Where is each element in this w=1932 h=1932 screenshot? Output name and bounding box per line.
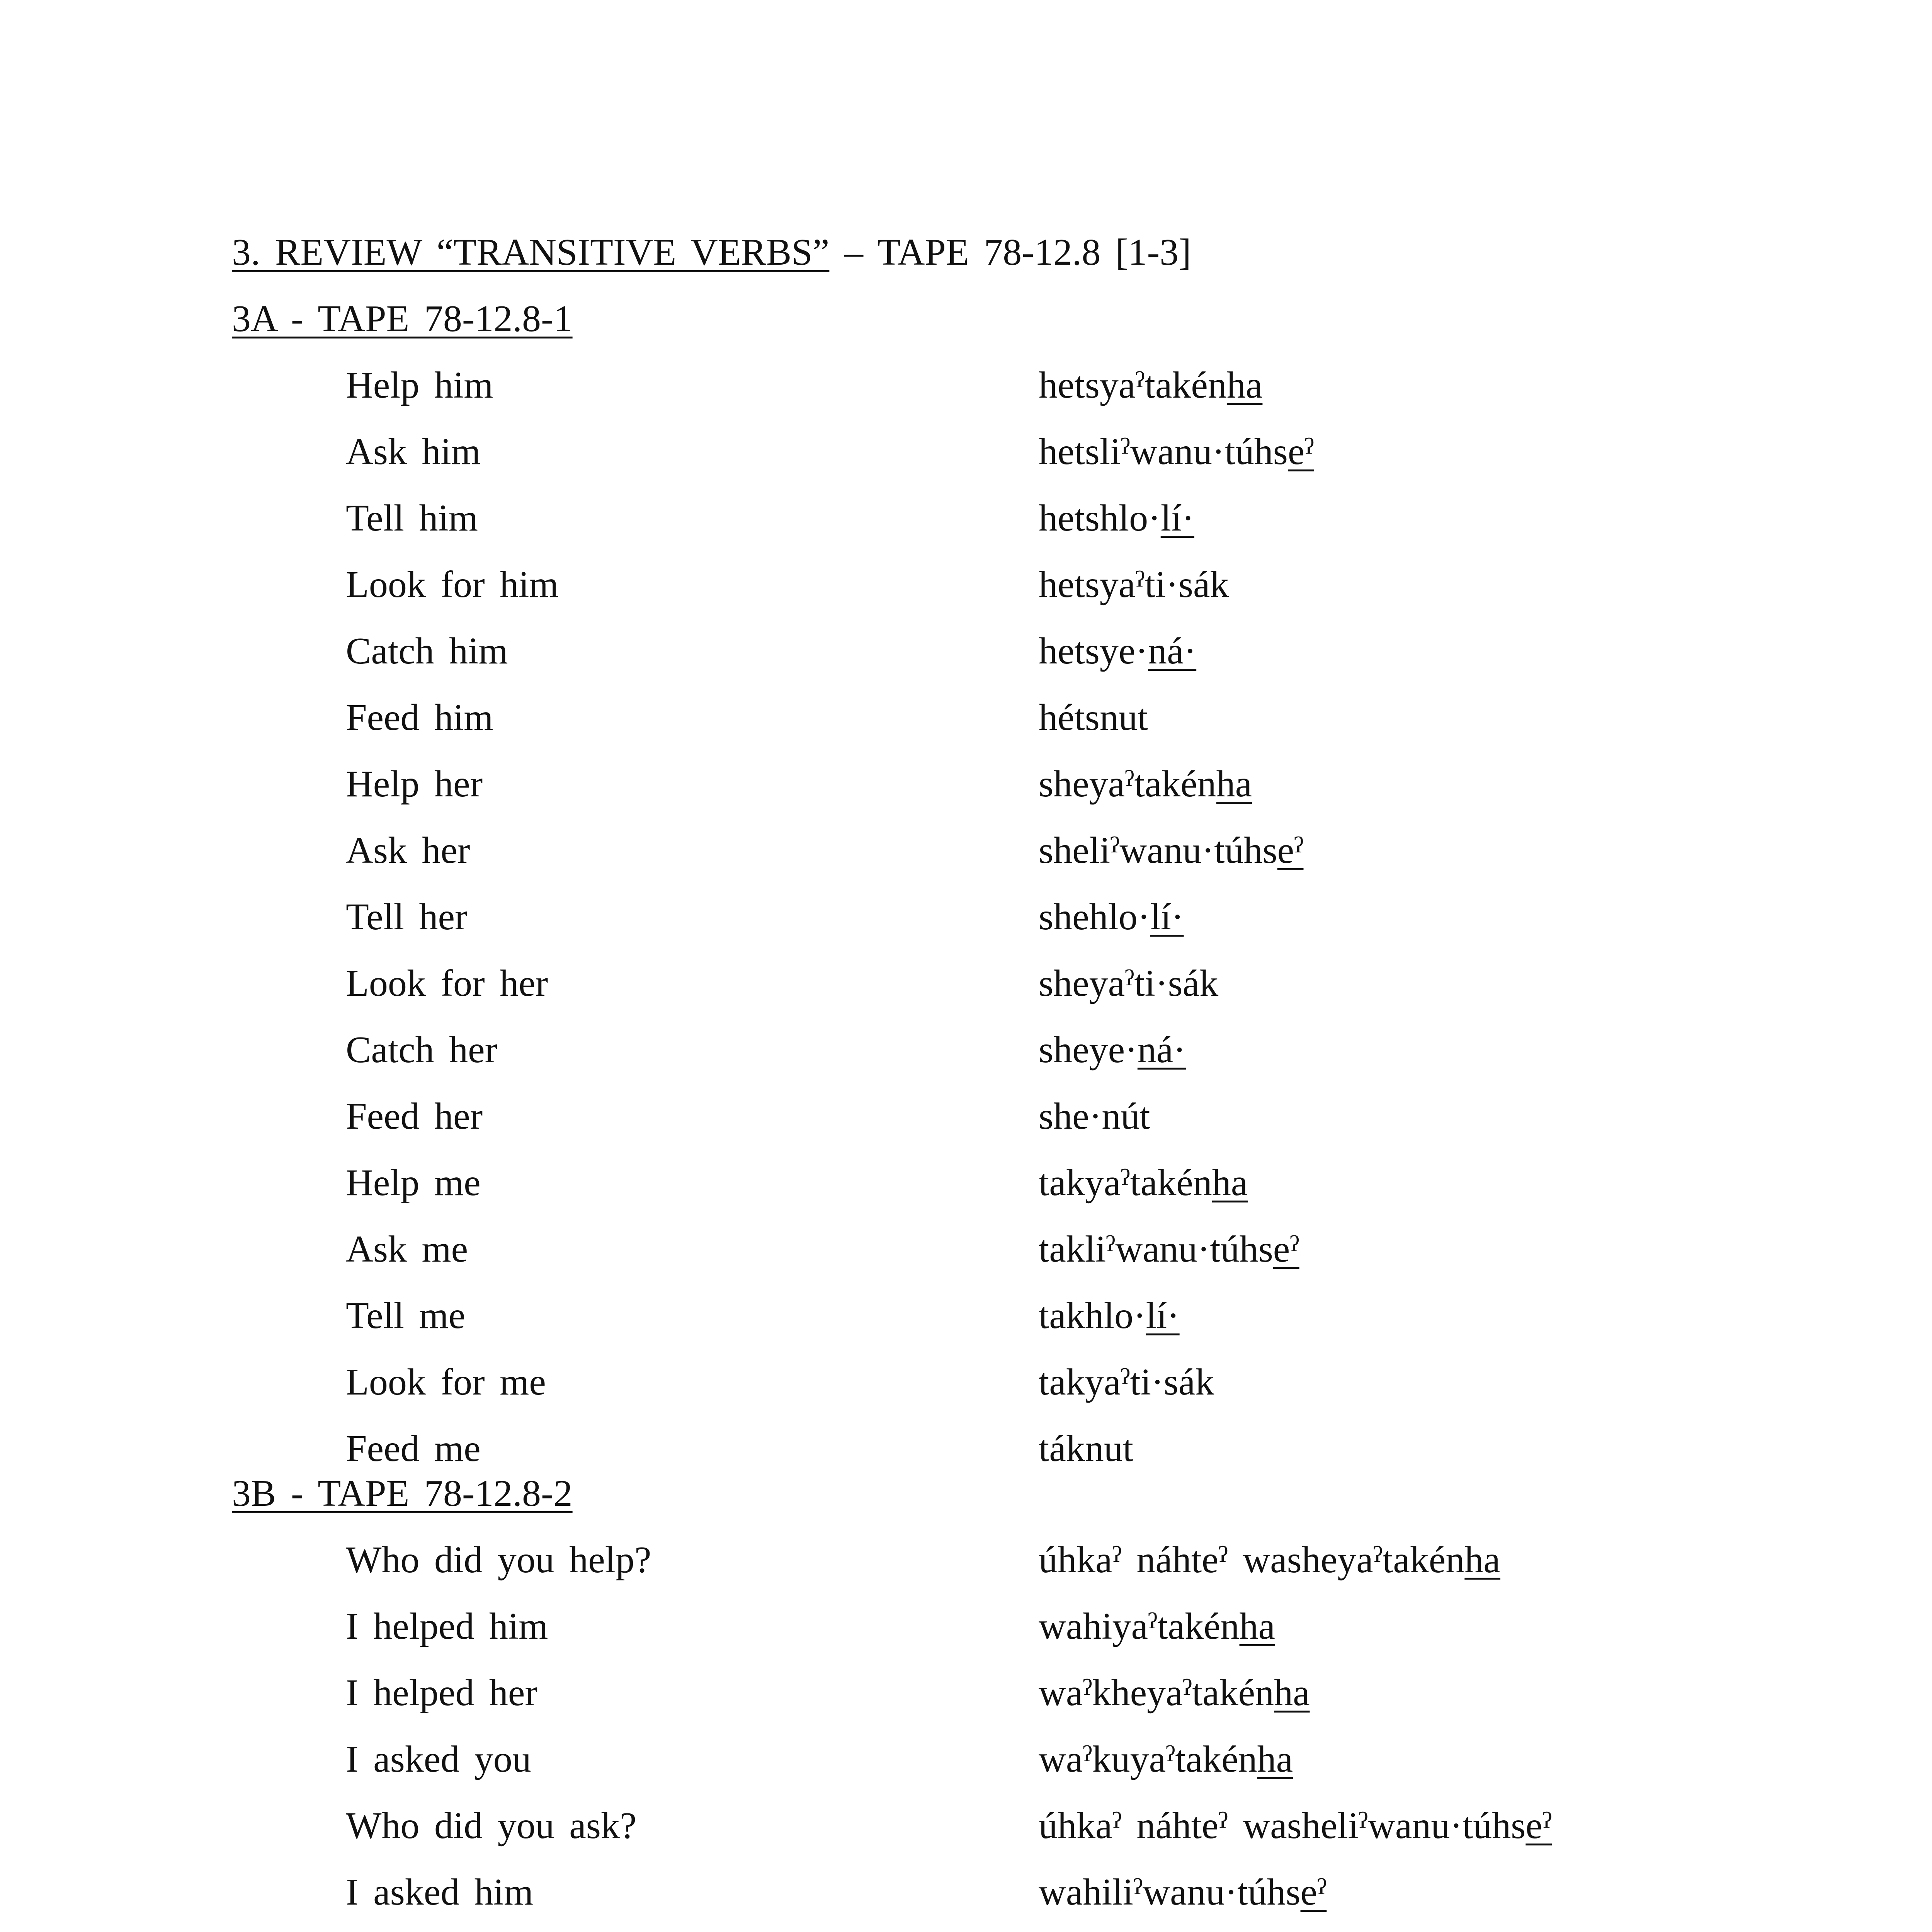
page-title — [232, 231, 1191, 274]
cayuga-phrase: takyaˀti·sák — [1039, 1361, 1214, 1403]
english-phrase: Who did you help? — [346, 1539, 651, 1581]
english-phrase: Feed him — [346, 697, 493, 738]
english-phrase: Ask me — [346, 1228, 468, 1270]
english-phrase: Feed me — [346, 1428, 481, 1469]
cayuga-phrase: waˀkheyaˀtakénha — [1039, 1672, 1310, 1714]
english-phrase: Who did you ask? — [346, 1805, 637, 1847]
english-phrase: Help me — [346, 1162, 481, 1204]
english-phrase: Feed her — [346, 1095, 483, 1137]
page-title-rest: – TAPE 78-12.8 [1-3] — [829, 231, 1191, 273]
cayuga-phrase: hetsyaˀtakénha — [1039, 364, 1263, 406]
english-phrase: I asked you — [346, 1738, 531, 1780]
cayuga-phrase: shehlo·lí· — [1039, 896, 1184, 938]
cayuga-phrase: takliˀwanu·túhseˀ — [1039, 1228, 1299, 1270]
section-heading-3b: 3B - TAPE 78-12.8-2 — [232, 1473, 573, 1514]
english-phrase: I asked him — [346, 1871, 534, 1913]
english-phrase: Help him — [346, 364, 493, 406]
cayuga-phrase: sheyaˀtakénha — [1039, 763, 1252, 805]
english-phrase: I helped him — [346, 1605, 548, 1647]
english-phrase: Tell me — [346, 1295, 466, 1337]
cayuga-phrase: úhkaˀ náhteˀ washeyaˀtakénha — [1039, 1539, 1500, 1581]
english-phrase: I helped her — [346, 1672, 537, 1714]
cayuga-phrase: she·nút — [1039, 1095, 1150, 1137]
english-phrase: Ask him — [346, 431, 481, 473]
english-phrase: Ask her — [346, 830, 470, 871]
cayuga-phrase: wahiliˀwanu·túhseˀ — [1039, 1871, 1327, 1913]
cayuga-phrase: sheye·ná· — [1039, 1029, 1186, 1071]
english-phrase: Look for him — [346, 564, 559, 605]
english-phrase: Catch her — [346, 1029, 498, 1071]
cayuga-phrase: hétsnut — [1039, 697, 1148, 738]
page-title-underlined: 3. REVIEW “TRANSITIVE VERBS” — [232, 231, 830, 273]
english-phrase: Look for her — [346, 963, 548, 1004]
section-heading-3a: 3A - TAPE 78-12.8-1 — [232, 298, 573, 340]
cayuga-phrase: hetsye·ná· — [1039, 630, 1197, 672]
cayuga-phrase: hetsyaˀti·sák — [1039, 564, 1229, 605]
cayuga-phrase: hetshlo·lí· — [1039, 497, 1194, 539]
cayuga-phrase: sheliˀwanu·túhseˀ — [1039, 830, 1304, 871]
english-phrase: Catch him — [346, 630, 508, 672]
english-phrase: Look for me — [346, 1361, 546, 1403]
cayuga-phrase: úhkaˀ náhteˀ washeliˀwanu·túhseˀ — [1039, 1805, 1552, 1847]
cayuga-phrase: takyaˀtakénha — [1039, 1162, 1248, 1204]
cayuga-phrase: takhlo·lí· — [1039, 1295, 1180, 1337]
cayuga-phrase: waˀkuyaˀtakénha — [1039, 1738, 1293, 1780]
cayuga-phrase: wahiyaˀtakénha — [1039, 1605, 1276, 1647]
english-phrase: Tell him — [346, 497, 478, 539]
cayuga-phrase: hetsliˀwanu·túhseˀ — [1039, 431, 1314, 473]
cayuga-phrase: táknut — [1039, 1428, 1133, 1469]
english-phrase: Tell her — [346, 896, 468, 938]
english-phrase: Help her — [346, 763, 483, 805]
cayuga-phrase: sheyaˀti·sák — [1039, 963, 1219, 1004]
